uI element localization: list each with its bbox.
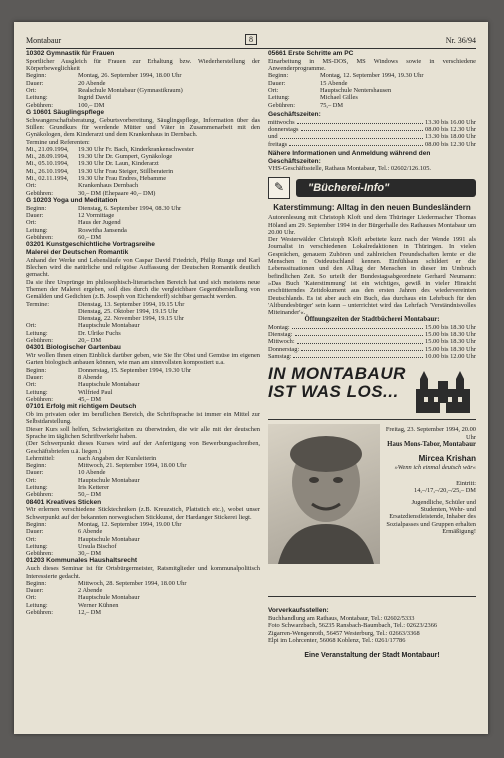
info-row (26, 374, 260, 381)
course-subtitle: Malerei der Deutschen Romantik (26, 249, 129, 257)
course-sticken (26, 499, 260, 558)
header-issue: Nr. 36/94 (445, 36, 476, 45)
info-value: Hauptschule Montabaur (78, 322, 140, 330)
info-row (26, 87, 260, 94)
info-value: Hauptschule Nentershausen (320, 86, 392, 94)
info-value: 12 Vormittage (78, 212, 115, 220)
hours-row (268, 346, 476, 353)
termin-date: Mi., 26.10.1994, (26, 167, 69, 175)
course-yoga (26, 197, 260, 241)
hours-day: Mittwoch: (268, 338, 295, 346)
termin-date: Mi., 28.09.1994, (26, 153, 69, 161)
info-row (26, 602, 260, 609)
dot-leader (297, 119, 423, 124)
course-title: 08401 Kreatives Sticken (26, 498, 102, 506)
termine-row (26, 301, 260, 323)
hours-day: mittwochs (268, 118, 295, 126)
info-value: 20,– DM (78, 337, 102, 345)
info-value: 6 Abende (78, 528, 103, 536)
info-value: Krankenhaus Dernbach (78, 182, 139, 190)
discount-text: Jugendliche, Schüler und Studenten, Wehr- und Ersatzdienstleistende, Inhaber des Sozialpasses und Gruppen erhalten Ermäßigung! (386, 498, 476, 536)
vvk-line: Zigarren-Wengenroth, 56457 Westerburg, Tel.: 02663/3368 (268, 629, 420, 637)
vvk-line: Foto Schwarzbach, 56235 Ransbach-Baumbach, Tel.: 02623/2366 (268, 622, 438, 630)
organizer-note: Eine Veranstaltung der Stadt Montabaur! (304, 652, 440, 660)
course-text: Schwangerschaftsberatung, Geburtsvorbereitung, Säuglingspflege, Information über das Stillen: Grundkurs für werdende Mütter und Väter in Zusammenarbeit mit den Gynäkologen, dem Kinderarzt und dem Krankenhaus in Dernbach. (26, 116, 260, 139)
termin: Dienstag, 25. Oktober 1994, 19.15 Uhr (78, 307, 178, 315)
course-text: Einarbeitung in MS-DOS, MS Windows sowie in verschiedene Anwenderprogramme. (268, 57, 476, 73)
info-row (26, 182, 260, 189)
course-title: 04301 Biologischer Gartenbau (26, 344, 121, 352)
info-row (26, 205, 260, 212)
info-label: Gebühren: (26, 101, 53, 109)
info-label: Beginn: (26, 521, 47, 528)
newspaper-page (14, 22, 488, 734)
dot-leader (292, 324, 423, 329)
info-label: Leitung: (26, 388, 48, 396)
buecherei-banner (268, 177, 476, 199)
hours-row (268, 353, 476, 360)
info-row (26, 219, 260, 226)
course-title: 10302 Gymnastik für Frauen (26, 50, 115, 57)
info-value: Realschule Montabaur (Gymnastikraum) (78, 86, 183, 94)
info-label: Gebühren: (26, 491, 53, 499)
termin-date: Mi., 02.11.1994, (26, 175, 69, 183)
dot-leader (293, 353, 423, 358)
logo-line-1: IN MONTABAUR (268, 364, 406, 384)
article-headline: Katerstimmung: Alltag in den neuen Bundesländern (273, 202, 471, 212)
info-label: Beginn: (26, 204, 47, 212)
course-title: 07101 Erfolg mit richtigem Deutsch (26, 403, 137, 411)
info-label: Dauer: (26, 469, 44, 477)
course-title: 05661 Erste Schritte am PC (268, 50, 354, 57)
header-page-number: 8 (245, 34, 257, 45)
course-text: Wir erlernen verschiedene Sticktechniken (z.B. Kreuzstich, Plattstich etc.), wobei unser Schwerpunkt auf der bekannten norwegischen Stickkunst, der Hardanger Stickerei liegt. (26, 506, 260, 521)
course-text: Anhand der Werke und Lebensläufe von Caspar David Friedrich, Philip Runge und Karl Blechen wird die natürliche und religiöse Auffassung der Deutschen Romantik deutlich gemacht. (26, 256, 260, 279)
info-row (26, 609, 260, 616)
termin-referent: 19.30 Uhr Fr. Bach, Kinderkrankenschwester (78, 145, 194, 153)
info-value: Donnerstag, 15. September 1994, 19.30 Uhr (78, 366, 192, 374)
course-text: Da sie ihre Ursprünge im philosophisch-literarischen Bereich hat und sich meistens neue Themen der Malerei ergeben, soll dies durch die vergleichbare Gegenüberstellung von Gemälden und Gedichten (z.B. Joseph von Eichendorff) sichtbar gemacht werden. (26, 278, 260, 301)
info-label: Dauer: (26, 212, 44, 220)
page-header (26, 36, 476, 49)
info-value: Ursula Bischof (78, 542, 117, 550)
info-value: 30,– DM (Ehepaare 40,– DM) (78, 189, 156, 197)
performer-name: Mircea Krishan (418, 454, 476, 464)
hours-day: Donnerstag: (268, 345, 300, 353)
info-row (26, 330, 260, 337)
hours-day: Montag: (268, 323, 290, 331)
course-text: Sportlicher Ausgleich für Frauen zur Erhaltung bzw. Wiederherstellung der Körperbeweglichkeit (26, 57, 260, 73)
hours-row (268, 133, 476, 140)
info-value: 30,– DM (78, 550, 102, 558)
info-label: Ort: (26, 594, 37, 602)
info-label: Gebühren: (26, 189, 53, 197)
info-row (268, 87, 476, 94)
termin-row (26, 160, 260, 167)
info-label: Gebühren: (26, 550, 53, 558)
info-value: 45,– DM (78, 395, 102, 403)
dot-leader (301, 346, 423, 351)
info-title: Nähere Informationen und Anmeldung während den Geschäftszeiten: (268, 149, 431, 165)
hours-row (268, 324, 476, 331)
info-text: VHS-Geschäftsstelle, Rathaus Montabaur, Tel.: 02602/126.105. (268, 165, 432, 173)
info-row (26, 94, 260, 101)
info-label: Leitung: (26, 226, 48, 234)
info-label: Ort: (26, 182, 37, 190)
info-row (268, 80, 476, 87)
vvk-line: Buchhandlung am Rathaus, Montabaur, Tel.: 02602/5333 (268, 614, 415, 622)
termin-referent: 19.30 Uhr Frau Steiger, Stillberaterin (78, 167, 174, 175)
info-value: 8 Abende (78, 374, 103, 382)
course-haushaltsrecht (26, 557, 260, 616)
info-label: Beginn: (26, 72, 47, 80)
info-value: Iris Ketterer (78, 484, 110, 492)
info-label: Ort: (26, 322, 37, 330)
info-label: Leitung: (26, 94, 48, 102)
info-row (26, 72, 260, 79)
promo-text (384, 426, 476, 535)
course-gymnastik (26, 50, 260, 109)
course-text: Dieser Kurs soll helfen, Schwierigkeiten zu überwinden, die wir alle mit der deutschen Sprache im täglichen Schriftverkehr haben. (26, 425, 260, 440)
termin-row (26, 153, 260, 160)
dot-leader (280, 133, 423, 138)
vorverkauf (268, 607, 476, 659)
vvk-title: Vorverkaufsstellen: (268, 607, 329, 615)
in-montabaur-logo (268, 365, 476, 417)
info-label: Ort: (26, 86, 37, 94)
event-venue: Haus Mons-Tabor, Montabaur (387, 441, 476, 448)
hours-title: Geschäftszeiten: (268, 110, 321, 118)
hours-row (268, 119, 476, 126)
info-row (26, 337, 260, 344)
termine-label: Termine und Referenten: (26, 138, 90, 146)
info-value: 60,– DM (78, 233, 102, 241)
logo-line-2: IST WAS LOS... (268, 382, 399, 402)
info-row (26, 462, 260, 469)
info-row (26, 484, 260, 491)
info-label: Beginn: (26, 579, 47, 587)
event-date: Freitag, 23. September 1994, 20.00 Uhr (385, 426, 476, 441)
info-row (26, 389, 260, 396)
info-value: Hauptschule Montabaur (78, 381, 140, 389)
info-row (26, 580, 260, 587)
info-label: Leitung: (26, 484, 48, 492)
hours-row (268, 338, 476, 345)
info-label: Gebühren: (268, 101, 295, 109)
info-value: 100,– DM (78, 101, 105, 109)
info-label: Ort: (26, 219, 37, 227)
dot-leader (289, 141, 423, 146)
info-row (268, 102, 476, 109)
termin-referent: 19.30 Uhr Dr. Laun, Kinderarzt (78, 160, 159, 168)
info-label: Dauer: (26, 587, 44, 595)
info-value: Mittwoch, 28. September 1994, 18.00 Uhr (78, 579, 187, 587)
info-row (26, 381, 260, 388)
termine-label: Termine: (26, 300, 49, 308)
termin-referent: 19.30 Uhr Dr. Gumpert, Gynäkologe (78, 153, 173, 161)
article-text: Der Westerwälder Christoph Kloft arbeitete kurz nach der Wende 1991 als Journalist in verschiedenen Lokalredaktionen in Thüringen. In vielen Gesprächen, genauem Zuhören und zahlreichen Freundschaften lernte er die Menschen in Ostdeutschland kennen. Einfühlsam schildert er die Lebenssituationen und den Alltag der Menschen in dieser im Umbruch befindlichen Zeit. So urteilt der Bundestagsabgeordnete Gerhard Neumann: »Das Buch 'Katerstimmung' ist ein wichtiges, gewiß in vieler Hinsicht erschütterndes Zeitdokument aus den ersten Jahren des wiedervereinten Deutschlands. Es ist aber auch ein Buch, das durchaus ein Lehrbuch für den 'Altbundesbürger' sein kann – unterrichtet wird das Lehrfach 'Verständnisvolles Miteinander'«. (268, 236, 476, 317)
info-value: 2 Abende (78, 587, 103, 595)
info-value: 10 Abende (78, 469, 106, 477)
event-promo (268, 419, 476, 597)
info-row (26, 528, 260, 535)
info-label: Leitung: (26, 601, 48, 609)
info-value: Wilfried Paul (78, 388, 113, 396)
hours-row (268, 126, 476, 133)
info-value: Michael Gilles (320, 94, 358, 102)
info-value: Ingrid David (78, 94, 111, 102)
info-row (26, 212, 260, 219)
castle-icon (410, 367, 476, 415)
info-row (268, 94, 476, 101)
info-label: Ort: (26, 476, 37, 484)
left-column (26, 50, 260, 616)
termin: Dienstag, 22. November 1994, 19.15 Uhr (78, 315, 184, 323)
info-row (26, 455, 260, 462)
info-label: Dauer: (268, 79, 286, 87)
course-pc (268, 50, 476, 109)
eintritt-prices: 14,–/17,–/20,–/25,– DM (414, 487, 476, 495)
termin-referent: 19.30 Uhr Frau Endres, Hebamme (78, 175, 167, 183)
termin-row (26, 168, 260, 175)
info-label: Beginn: (26, 462, 47, 470)
info-value: Hauptschule Montabaur (78, 594, 140, 602)
right-column (268, 50, 476, 659)
open-title: Öffnungszeiten der Stadtbücherei Montabaur: (304, 316, 440, 324)
info-value: 12,– DM (78, 609, 102, 617)
hours-row (268, 141, 476, 148)
course-deutsch (26, 403, 260, 498)
hours-time: 15.00 bis 18.30 Uhr (425, 323, 476, 331)
info-row (26, 469, 260, 476)
info-label: Leitung: (268, 94, 290, 102)
info-value: Haus der Jugend (78, 219, 121, 227)
buecherei-article (268, 203, 476, 360)
info-label: Dauer: (26, 79, 44, 87)
hours-day: freitags (268, 140, 288, 148)
hours-time: 10.00 bis 12.00 Uhr (425, 352, 476, 360)
dot-leader (297, 338, 423, 343)
course-title: 01203 Kommunales Haushaltsrecht (26, 557, 138, 565)
info-label: Ort: (26, 535, 37, 543)
info-row (26, 587, 260, 594)
info-value: 75,– DM (320, 101, 344, 109)
hours-day: donnerstags (268, 125, 299, 133)
program-title: »Wenn ich einmal deutsch wär« (394, 464, 476, 472)
info-value: Mittwoch, 21. September 1994, 18.00 Uhr (78, 462, 187, 470)
info-label: Leitung: (26, 329, 48, 337)
info-value: 15 Abende (320, 79, 348, 87)
info-row (26, 80, 260, 87)
info-value: nach Angaben der Kursleiterin (78, 454, 157, 462)
info-value: Montag, 12. September 1994, 19.00 Uhr (78, 521, 182, 528)
course-text: (Der Schwerpunkt dieses Kurses wird auf der Anfertigung von Bewerbungsschreiben, Geschäftsbriefen u.ä. liegen.) (26, 440, 260, 455)
course-kunstgeschichte (26, 241, 260, 344)
course-title: G 10203 Yoga und Meditation (26, 196, 118, 204)
performer-photo (268, 424, 380, 564)
info-label: Lehrmittel: (26, 454, 55, 462)
info-row (26, 234, 260, 241)
info-row (26, 396, 260, 403)
info-value: Hauptschule Montabaur (78, 535, 140, 543)
info-row (26, 190, 260, 197)
termin-date: Mi., 05.10.1994, (26, 160, 69, 168)
hours-day: Samstag: (268, 352, 292, 360)
eintritt-label: Eintritt: (456, 479, 476, 487)
info-row (26, 521, 260, 528)
hours-row (268, 331, 476, 338)
course-title: 03201 Kunstgeschichtliche Vortragsreihe (26, 241, 155, 249)
info-label: Gebühren: (26, 609, 53, 617)
hours-time: 08.00 bis 12.30 Uhr (425, 140, 476, 148)
info-label: Dauer: (26, 374, 44, 382)
hours-day: und (268, 133, 278, 141)
info-label: Ort: (268, 86, 279, 94)
info-value: 20 Abende (78, 79, 106, 87)
hours-time: 15.00 bis 18.30 Uhr (425, 331, 476, 338)
termine-values (78, 301, 260, 323)
info-row (26, 477, 260, 484)
course-title: G 10601 Säuglingspflege (26, 108, 105, 116)
info-label: Beginn: (268, 72, 289, 80)
dot-leader (301, 126, 424, 131)
info-value: Montag, 12. September 1994, 19.30 Uhr (320, 72, 424, 80)
reader-icon: ✎ (268, 177, 290, 199)
info-row (26, 550, 260, 557)
info-row (26, 594, 260, 601)
termin-row (26, 175, 260, 182)
article-text: Autorenlesung mit Christoph Kloft und dem Thüringer Liedermacher Thomas Höland am 29. September 1994 in der Bürgerhalle des Rathauses Montabaur um 20.00 Uhr. (268, 214, 476, 236)
hours-time: 15.00 bis 18.30 Uhr (425, 345, 476, 353)
hours-time: 13.30 bis 18.00 Uhr (425, 133, 476, 141)
info-label: Beginn: (26, 366, 47, 374)
info-row (268, 72, 476, 79)
info-row (26, 227, 260, 234)
course-text: Ob im privaten oder im beruflichen Bereich, die Schriftsprache ist immer ein Mittel zur Selbstdarstellung. (26, 411, 260, 426)
course-saeuglingspflege (26, 109, 260, 197)
info-label: Gebühren: (26, 233, 53, 241)
hours-time: 08.00 bis 12.30 Uhr (425, 125, 476, 133)
header-town: Montabaur (26, 36, 62, 45)
buecherei-logo: "Bücherei-Info" (296, 179, 476, 197)
vvk-line: Elpi im Lohrcenter, 56068 Koblenz, Tel.: 0261/17786 (268, 636, 406, 644)
info-value: Hauptschule Montabaur (78, 476, 140, 484)
info-value: Werner Kühnen (78, 601, 119, 609)
info-label: Ort: (26, 381, 37, 389)
info-row (26, 491, 260, 498)
info-label: Dauer: (26, 528, 44, 536)
info-value: Montag, 26. September 1994, 18.00 Uhr (78, 72, 182, 80)
info-value: Dr. Ulrike Fuchs (78, 329, 121, 337)
hours-time: 13.30 bis 16.00 Uhr (425, 118, 476, 126)
termin-row (26, 146, 260, 153)
course-text: Wir wollen Ihnen einen Einblick darüber geben, wie Sie Ihr Obst und Gemüse im eigenen Garten biologisch anbauen können, wie man am sinnvollsten kompostiert u.a. (26, 352, 260, 367)
termin: Dienstag, 13. September 1994, 19.15 Uhr (78, 300, 185, 308)
info-row (26, 536, 260, 543)
info-row (26, 543, 260, 550)
info-value: Roswitha Jansenda (78, 226, 127, 234)
info-label: Gebühren: (26, 337, 53, 345)
info-row (26, 367, 260, 374)
vhs-hours (268, 111, 476, 173)
hours-time: 15.00 bis 18.30 Uhr (425, 338, 476, 346)
info-label: Gebühren: (26, 395, 53, 403)
dot-leader (295, 331, 424, 336)
course-text: Auch dieses Seminar ist für Ortsbürgermeister, Ratsmitglieder und kommunalpolitisch Interessierte gedacht. (26, 565, 260, 580)
info-row (26, 322, 260, 329)
course-gartenbau (26, 344, 260, 403)
hours-day: Dienstag: (268, 331, 293, 338)
info-value: Dienstag, 6. September 1994, 08.30 Uhr (78, 204, 182, 212)
termin-date: Mi., 21.09.1994, (26, 145, 69, 153)
info-label: Leitung: (26, 542, 48, 550)
info-value: 50,– DM (78, 491, 102, 499)
info-row (26, 102, 260, 109)
